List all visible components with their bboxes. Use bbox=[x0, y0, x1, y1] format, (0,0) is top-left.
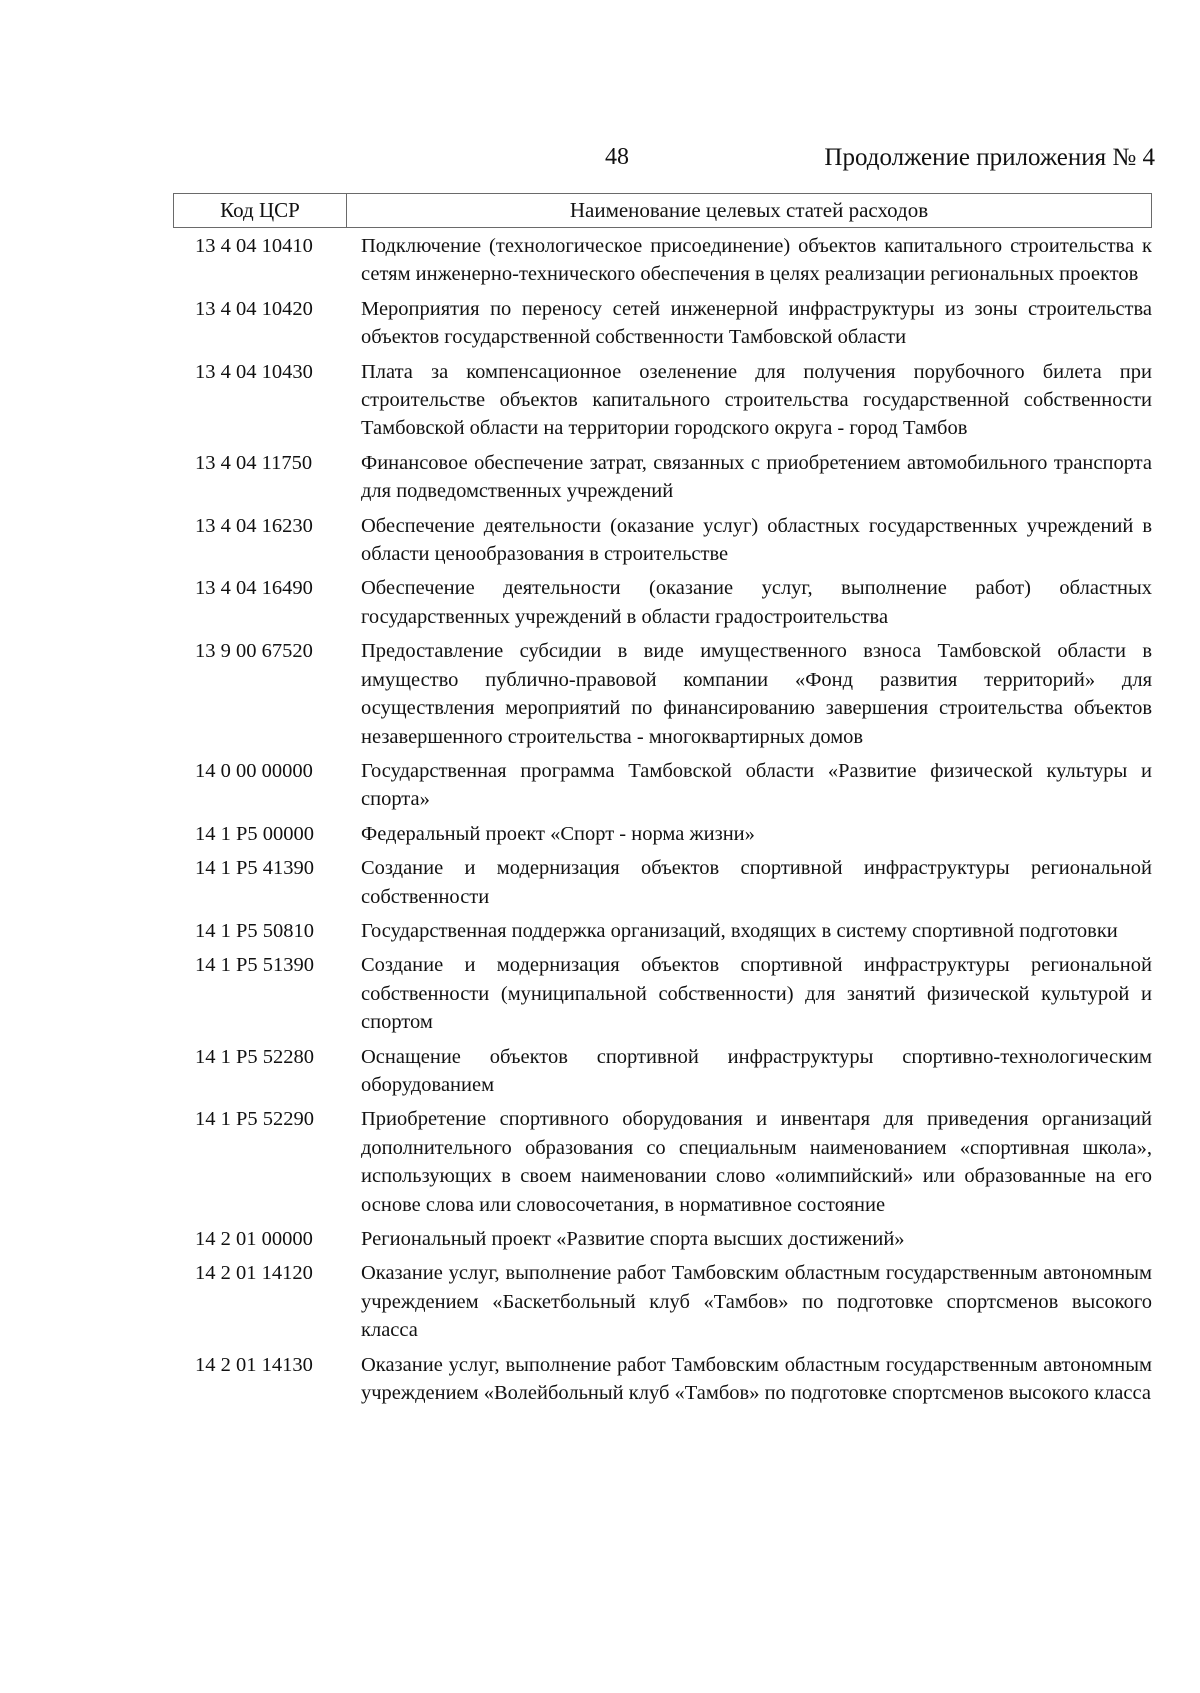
row-name: Государственная программа Тамбовской области «Развитие физической культуры и спорта» bbox=[361, 759, 1152, 811]
row-name: Мероприятия по переносу сетей инженерной инфраструктуры из зоны строительства объектов государственной собственности Тамбовской области bbox=[361, 297, 1152, 349]
row-name: Создание и модернизация объектов спортивной инфраструктуры региональной собственности bbox=[361, 857, 1152, 908]
row-code: 14 2 01 00000 bbox=[195, 1228, 313, 1250]
row-code: 14 2 01 14130 bbox=[195, 1353, 313, 1376]
row-name: Оснащение объектов спортивной инфраструктуры спортивно-технологическим оборудованием bbox=[361, 1045, 1152, 1096]
row-name: Приобретение спортивного оборудования и инвентаря для приведения организаций дополнительного образования со специальным наименованием «спортивная школа», использующих в своем наименовании слово «олимпийский» или образованные на его основе слова или словосочетания, в нормативное состояние bbox=[361, 1108, 1152, 1216]
row-code: 13 4 04 16230 bbox=[195, 514, 313, 537]
table-row bbox=[173, 358, 1152, 443]
row-code: 14 0 00 00000 bbox=[195, 759, 313, 782]
table-row bbox=[173, 1351, 1152, 1408]
row-name: Оказание услуг, выполнение работ Тамбовским областным государственным автономным учреждением «Баскетбольный клуб «Тамбов» по подготовке спортсменов высокого класса bbox=[361, 1262, 1152, 1342]
table-header bbox=[173, 193, 1152, 228]
row-name: Федеральный проект «Спорт - норма жизни» bbox=[361, 822, 755, 845]
row-name: Предоставление субсидии в виде имущественного взноса Тамбовской области в имущество публично-правовой компании «Фонд развития территорий» для осуществления мероприятий по финансированию завершения строительства объектов незавершенного строительства - многоквартирных домов bbox=[361, 640, 1152, 748]
row-code: 14 1 P5 51390 bbox=[195, 954, 315, 977]
table-body bbox=[173, 232, 1152, 1413]
table-row bbox=[173, 574, 1152, 631]
row-code: 13 4 04 10430 bbox=[195, 360, 313, 383]
table-row bbox=[173, 449, 1152, 506]
row-name: Плата за компенсационное озеленение для получения порубочного билета при строительстве объектов капитального строительства государственной собственности Тамбовской области на территории городского округа - город Тамбов bbox=[361, 360, 1152, 440]
column-header-code: Код ЦСР bbox=[174, 194, 347, 227]
row-name: Региональный проект «Развитие спорта высших достижений» bbox=[361, 1228, 905, 1250]
column-header-name: Наименование целевых статей расходов bbox=[569, 198, 929, 222]
table-row bbox=[173, 1043, 1152, 1100]
table-row bbox=[173, 637, 1152, 751]
row-code: 14 1 P5 41390 bbox=[195, 857, 315, 880]
table-row bbox=[173, 951, 1152, 1036]
row-code: 13 4 04 10410 bbox=[195, 235, 313, 257]
page-number: 48 bbox=[605, 144, 629, 170]
table-row bbox=[173, 295, 1152, 352]
row-name: Оказание услуг, выполнение работ Тамбовским областным государственным автономным учреждением «Волейбольный клуб «Тамбов» по подготовке спортсменов высокого класса bbox=[361, 1353, 1152, 1405]
row-name: Создание и модернизация объектов спортивной инфраструктуры региональной собственности (муниципальной собственности) для занятий физической культурой и спортом bbox=[361, 954, 1152, 1034]
row-code: 14 1 P5 52290 bbox=[195, 1108, 315, 1131]
table-row bbox=[173, 232, 1152, 289]
continuation-title: Продолжение приложения № 4 bbox=[824, 144, 1155, 171]
table-row bbox=[173, 757, 1152, 814]
row-name: Обеспечение деятельности (оказание услуг, выполнение работ) областных государственных учреждений в области градостроительства bbox=[361, 577, 1152, 628]
table-row bbox=[173, 1225, 1152, 1253]
table-row bbox=[173, 917, 1152, 945]
row-name: Обеспечение деятельности (оказание услуг) областных государственных учреждений в области ценообразования в строительстве bbox=[361, 514, 1152, 566]
row-name: Государственная поддержка организаций, входящих в систему спортивной подготовки bbox=[361, 919, 1118, 942]
row-code: 14 1 P5 52280 bbox=[195, 1045, 315, 1068]
row-code: 14 1 P5 50810 bbox=[195, 919, 315, 942]
table-row bbox=[173, 854, 1152, 911]
table-row bbox=[173, 820, 1152, 848]
table-row bbox=[173, 512, 1152, 569]
row-code: 13 4 04 11750 bbox=[195, 451, 313, 474]
table-row bbox=[173, 1105, 1152, 1219]
row-code: 13 4 04 10420 bbox=[195, 297, 313, 320]
row-code: 14 2 01 14120 bbox=[195, 1262, 313, 1285]
table-row bbox=[173, 1259, 1152, 1344]
row-code: 14 1 P5 00000 bbox=[195, 822, 315, 845]
row-code: 13 4 04 16490 bbox=[195, 577, 313, 600]
row-name: Подключение (технологическое присоединение) объектов капитального строительства к сетям инженерно-технического обеспечения в целях реализации региональных проектов bbox=[361, 235, 1152, 286]
row-name: Финансовое обеспечение затрат, связанных с приобретением автомобильного транспорта для подведомственных учреждений bbox=[361, 451, 1152, 503]
row-code: 13 9 00 67520 bbox=[195, 640, 313, 663]
